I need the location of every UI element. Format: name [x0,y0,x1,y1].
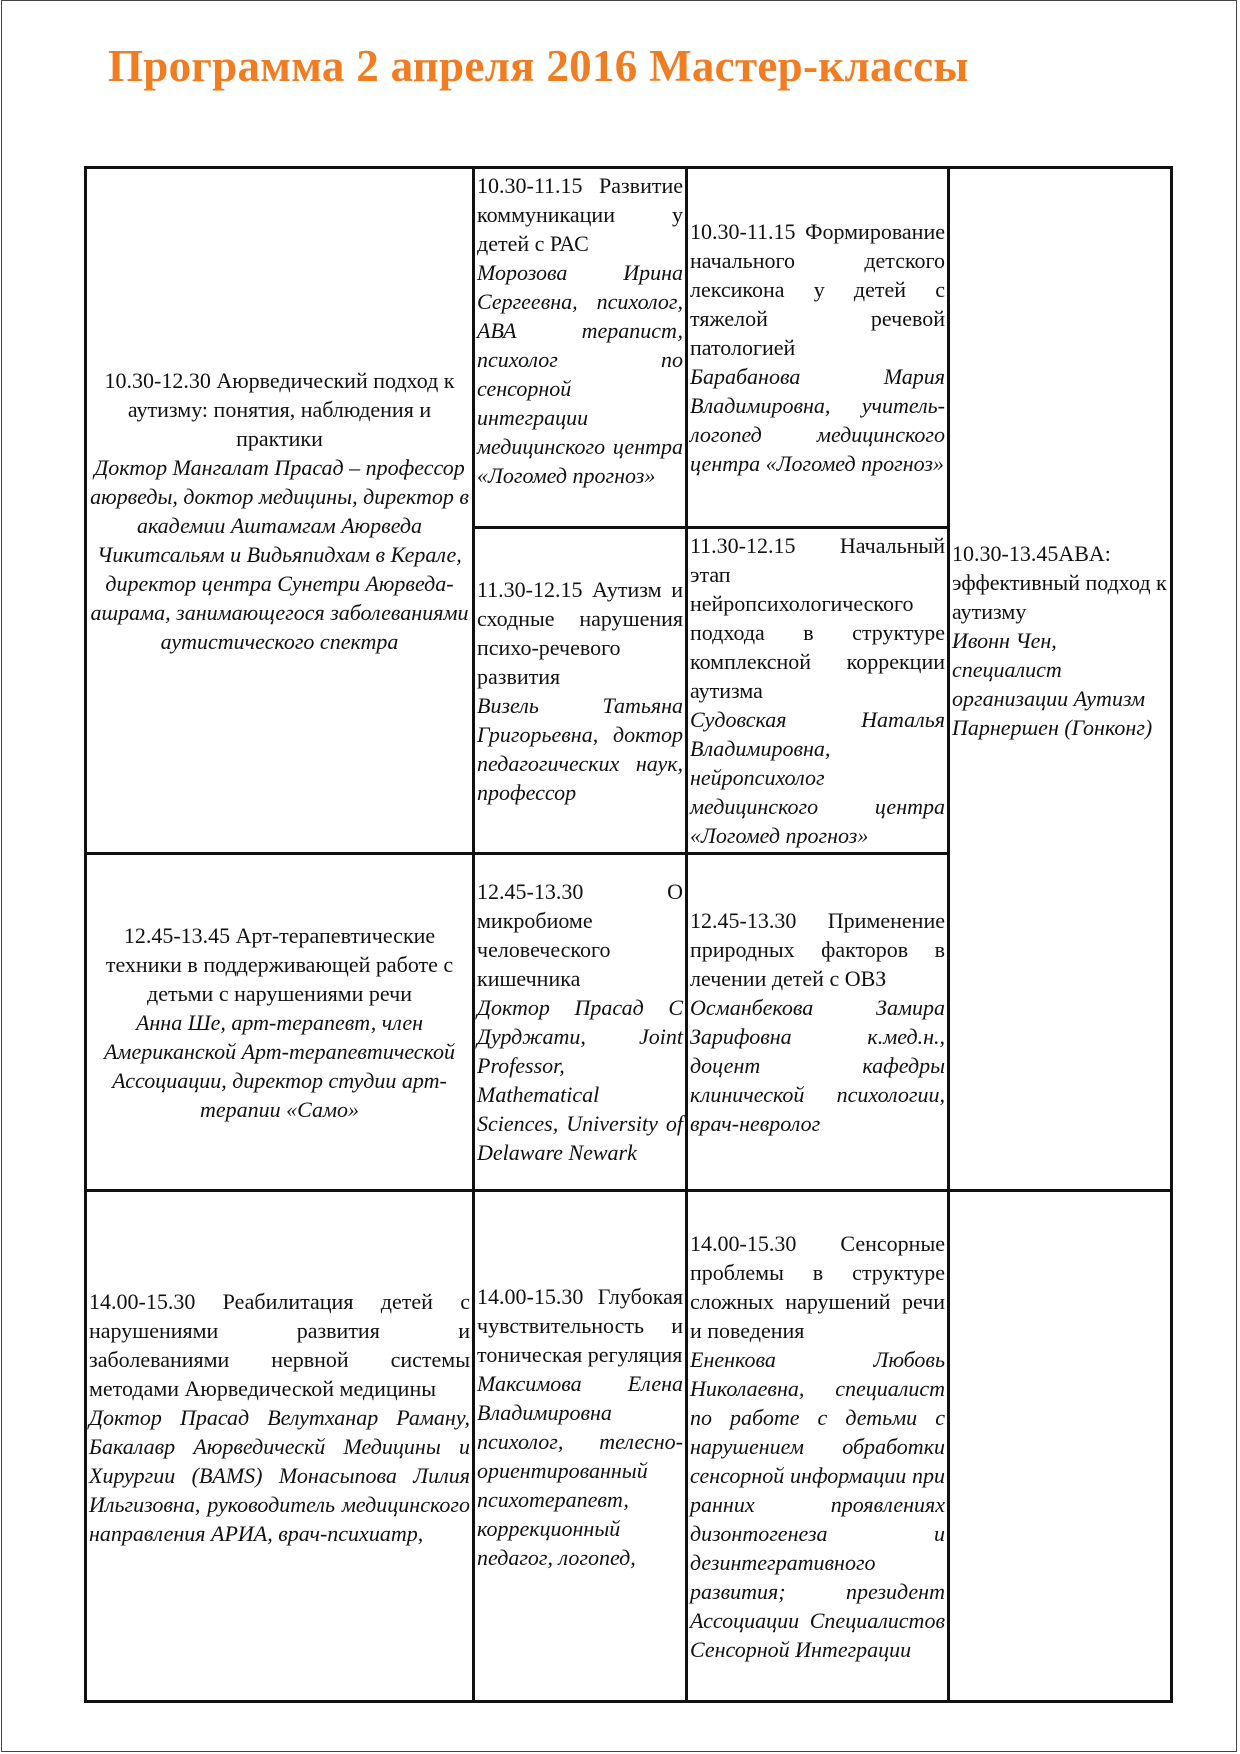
session-speaker: Доктор Прасад Велутханар Раману, Бакалавр Аюрведическй Медицины и Хирургии (BAMS) Монасыпова Лилия Ильгизовна, руководитель медицинского направления АРИА, врач-психиатр, [89,1404,470,1546]
session-title: 12.45-13.30 Применение природных факторов в лечении детей с ОВЗ [690,908,945,991]
session-speaker: Анна Ше, арт-терапевт, член Американской Арт-терапевтической Ассоциации, директор студии арт-терапии «Само» [103,1009,456,1122]
empty-cell [949,1191,1172,1702]
session-title: 10.30-11.15 Развитие коммуникации у детей с РАС [477,173,683,256]
session-speaker: Ененкова Любовь Николаевна, специалист по работе с детьми с нарушением обработки сенсорной информации при ранних проявлениях дизонтогенеза и дезинтегративного развития; президент Ассоциации Специалистов Сенсорной Интеграции [690,1346,945,1662]
session-title: 10.30-12.30 Аюрведический подход к аутизму: понятия, наблюдения и практики [104,367,455,451]
session-speaker: Барабанова Мария Владимировна, учитель-логопед медицинского центра «Логомед прогноз» [690,364,945,476]
session-communication-development [474,168,687,528]
session-title: 14.00-15.30 Глубокая чувствительность и тоническая регуляция [477,1284,683,1367]
session-art-therapy [86,854,474,1191]
session-child-lexicon [687,168,949,528]
session-speaker: Ивонн Чен, специалист организации Аутизм Парнершен (Гонконг) [952,627,1153,740]
session-microbiome [474,854,687,1191]
program-table [84,166,1173,1703]
session-autism-disorders [474,528,687,854]
session-ayurveda-rehabilitation [86,1191,474,1702]
session-speaker: Османбекова Замира Зарифовна к.мед.н., доцент кафедры клинической психологии, врач-невролог [690,995,945,1136]
session-title: 10.30-13.45ABA: эффективный подход к аутизму [952,540,1167,624]
session-title: 12.45-13.45 Арт-терапевтические техники в поддерживающей работе с детьми с нарушениями речи [105,922,454,1006]
session-title: 11.30-12.15 Начальный этап нейропсихологического подхода в структуре комплексной коррекции аутизма [690,533,945,703]
session-speaker: Доктор Прасад С Дурджати, Joint Professor, Mathematical Sciences, University of Delaware Newark [477,995,683,1165]
session-speaker: Визель Татьяна Григорьевна, доктор педагогических наук, профессор [477,692,683,805]
session-aba-approach [949,168,1172,1191]
page-title: Программа 2 апреля 2016 Мастер-классы [108,41,969,91]
session-speaker: Судовская Наталья Владимировна, нейропсихолог медицинского центра «Логомед прогноз» [690,707,945,848]
session-speaker: Морозова Ирина Сергеевна, психолог, АВА терапист, психолог по сенсорной интеграции медицинского центра «Логомед прогноз» [477,260,683,488]
session-natural-factors [687,854,949,1191]
session-title: 14.00-15.30 Сенсорные проблемы в структуре сложных нарушений речи и поведения [690,1230,945,1343]
session-sensory-problems [687,1191,949,1702]
session-title: 10.30-11.15 Формирование начального детского лексикона у детей с тяжелой речевой патологией [690,219,945,360]
session-speaker: Максимова Елена Владимировна психолог, телесно-ориентированный психотерапевт, коррекционный педагог, логопед, [477,1371,683,1570]
session-speaker: Доктор Мангалат Прасад – профессор аюрведы, доктор медицины, директор в академии Аштамгам Аюрведа Чикитсальям и Видьяпидхам в Керале, директор центра Сунетри Аюрведа-ашрама, занимающегося заболеваниями аутистического спектра [90,454,469,654]
session-neuropsychology [687,528,949,854]
session-title: 14.00-15.30 Реабилитация детей с нарушениями развития и заболеваниями нервной системы методами Аюрведической медицины [89,1288,470,1401]
session-title: 11.30-12.15 Аутизм и сходные нарушения психо-речевого развития [477,576,683,689]
session-deep-sensitivity [474,1191,687,1702]
session-title: 12.45-13.30 О микробиоме человеческого кишечника [477,879,683,991]
session-ayurveda-approach [86,168,474,854]
